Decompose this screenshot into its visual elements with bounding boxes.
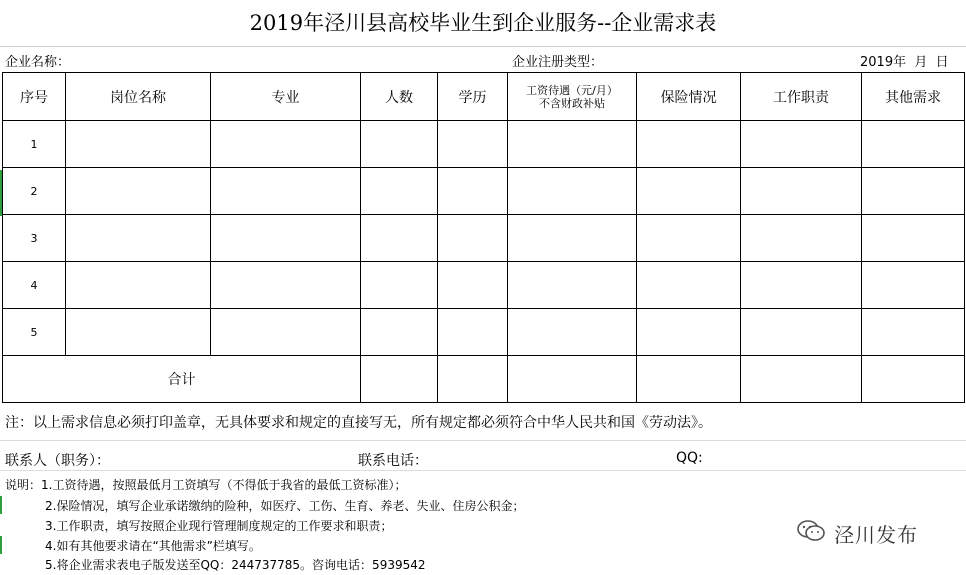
cell[interactable]	[862, 168, 965, 215]
wechat-icon	[796, 518, 826, 548]
page-title: 2019年泾川县高校毕业生到企业服务--企业需求表	[249, 11, 717, 35]
cell[interactable]	[637, 356, 741, 403]
explanation-item: 说明：1.工资待遇，按照最低月工资填写（不得低于我省的最低工资标准）；	[5, 478, 407, 492]
explanation-item: 4.如有其他要求请在“其他需求”栏填写。	[45, 539, 261, 553]
cell[interactable]	[637, 309, 741, 356]
divider	[0, 440, 966, 441]
table-row	[3, 121, 965, 168]
cell[interactable]	[741, 262, 862, 309]
cell[interactable]	[741, 168, 862, 215]
col-header-major: 专业	[211, 73, 361, 121]
cell[interactable]	[508, 121, 637, 168]
cell[interactable]	[211, 215, 361, 262]
cell[interactable]	[66, 168, 211, 215]
cell[interactable]	[862, 356, 965, 403]
watermark-logo	[796, 518, 918, 548]
col-header-salary	[508, 73, 637, 121]
selection-marker	[0, 170, 2, 216]
cell[interactable]	[637, 215, 741, 262]
total-row	[3, 356, 965, 403]
row-index: 5	[3, 309, 66, 356]
watermark-text: 泾川发布	[834, 522, 918, 547]
selection-marker	[0, 496, 2, 514]
cell[interactable]	[438, 121, 508, 168]
col-header-duties: 工作职责	[741, 73, 862, 121]
cell[interactable]	[211, 168, 361, 215]
cell[interactable]	[438, 215, 508, 262]
cell[interactable]	[438, 262, 508, 309]
note-text: 注：以上需求信息必须打印盖章，无具体要求和规定的直接写无，所有规定都必须符合中华人民共和国《劳动法》。	[5, 415, 712, 431]
table-row	[3, 262, 965, 309]
cell[interactable]	[438, 356, 508, 403]
cell[interactable]	[741, 356, 862, 403]
cell[interactable]	[438, 168, 508, 215]
company-name-label: 企业名称：	[5, 55, 71, 70]
cell[interactable]	[66, 215, 211, 262]
table-row	[3, 309, 965, 356]
cell[interactable]	[637, 262, 741, 309]
cell[interactable]	[862, 215, 965, 262]
cell[interactable]	[637, 121, 741, 168]
total-label: 合计	[3, 356, 361, 403]
cell[interactable]	[741, 121, 862, 168]
col-header-index: 序号	[3, 73, 66, 121]
row-index: 2	[3, 168, 66, 215]
cell[interactable]	[637, 168, 741, 215]
cell[interactable]	[361, 356, 438, 403]
col-header-other: 其他需求	[862, 73, 965, 121]
cell[interactable]	[361, 168, 438, 215]
contact-person-label: 联系人（职务）：	[5, 453, 110, 469]
explanation-lead: 说明：	[5, 478, 42, 492]
cell[interactable]	[211, 262, 361, 309]
cell[interactable]	[862, 121, 965, 168]
row-index: 3	[3, 215, 66, 262]
cell[interactable]	[66, 309, 211, 356]
salary-sublabel: 不含财政补贴	[539, 96, 605, 110]
divider	[0, 470, 966, 471]
cell[interactable]	[66, 262, 211, 309]
cell[interactable]	[361, 309, 438, 356]
table-row	[3, 215, 965, 262]
cell[interactable]	[741, 309, 862, 356]
form-header	[0, 46, 966, 73]
cell[interactable]	[508, 215, 637, 262]
reg-type-label: 企业注册类型：	[512, 55, 604, 70]
explanation-item: 5.将企业需求表电子版发送至QQ：244737785。咨询电话：5939542	[45, 558, 426, 572]
cell[interactable]	[211, 309, 361, 356]
contact-phone-label: 联系电话：	[358, 453, 428, 469]
col-header-insurance: 保险情况	[637, 73, 741, 121]
cell[interactable]	[508, 168, 637, 215]
table-header-row	[3, 73, 965, 121]
cell[interactable]	[741, 215, 862, 262]
date-label: 2019年 月 日	[860, 55, 949, 70]
demand-table	[2, 72, 965, 403]
cell[interactable]	[438, 309, 508, 356]
cell[interactable]	[508, 309, 637, 356]
selection-marker	[0, 536, 2, 554]
cell[interactable]	[508, 356, 637, 403]
col-header-education: 学历	[438, 73, 508, 121]
row-index: 4	[3, 262, 66, 309]
table-row	[3, 168, 965, 215]
cell[interactable]	[361, 215, 438, 262]
cell[interactable]	[862, 309, 965, 356]
cell[interactable]	[361, 121, 438, 168]
col-header-position: 岗位名称	[66, 73, 211, 121]
cell[interactable]	[862, 262, 965, 309]
col-header-count: 人数	[361, 73, 438, 121]
contact-qq-label: QQ:	[676, 450, 703, 466]
explanation-item: 2.保险情况，填写企业承诺缴纳的险种，如医疗、工伤、生育、养老、失业、住房公积金；	[45, 499, 525, 513]
salary-label: 工资待遇（元/月）	[526, 83, 618, 97]
cell[interactable]	[211, 121, 361, 168]
cell[interactable]	[361, 262, 438, 309]
cell[interactable]	[66, 121, 211, 168]
explanation-item: 3.工作职责，填写按照企业现行管理制度规定的工作要求和职责；	[45, 519, 393, 533]
cell[interactable]	[508, 262, 637, 309]
row-index: 1	[3, 121, 66, 168]
